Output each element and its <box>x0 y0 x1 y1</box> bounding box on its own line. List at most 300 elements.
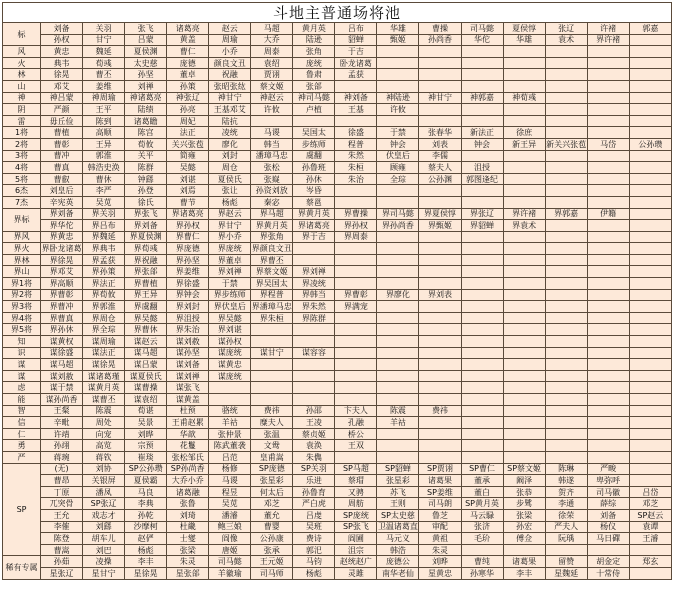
general-cell <box>545 382 587 394</box>
general-cell: 界诸葛亮 <box>293 220 335 232</box>
general-cell <box>335 254 377 266</box>
general-cell: 界荀彧 <box>125 243 167 255</box>
general-cell <box>629 289 671 301</box>
general-cell: 灵雎 <box>335 567 377 579</box>
general-cell <box>461 266 503 278</box>
general-cell <box>503 301 545 313</box>
general-cell: 星张郃 <box>167 567 209 579</box>
general-cell: 界庞德 <box>167 243 209 255</box>
general-cell <box>419 243 461 255</box>
general-cell: 华佗 <box>461 34 503 46</box>
pool-row <box>3 34 672 46</box>
general-cell: 谋刘禅 <box>167 370 209 382</box>
general-cell: 界黄忠 <box>41 231 83 243</box>
general-cell: 乐进 <box>293 475 335 487</box>
general-cell <box>377 69 419 81</box>
general-cell <box>251 336 293 348</box>
general-cell: 曹纯 <box>461 556 503 568</box>
general-cell: 蒋琬 <box>41 451 83 463</box>
category-label: 7杰 <box>3 196 41 208</box>
general-cell: SP曹仁 <box>461 463 503 475</box>
general-cell: 伊籍 <box>587 208 629 220</box>
general-cell: 谋徐晃 <box>83 359 125 371</box>
general-cell: 周瑜 <box>209 34 251 46</box>
general-cell: 界赵云 <box>209 208 251 220</box>
general-cell: 虞翻 <box>293 150 335 162</box>
general-cell: 王双 <box>335 440 377 452</box>
general-cell: 刘晔 <box>125 428 167 440</box>
general-cell: 孙翊 <box>41 440 83 452</box>
general-cell: 毛玠 <box>461 533 503 545</box>
general-cell <box>587 57 629 69</box>
general-cell: 蒋钦 <box>83 451 125 463</box>
general-cell <box>461 104 503 116</box>
general-cell: 蔡瑁 <box>335 475 377 487</box>
general-cell: 曹植 <box>41 127 83 139</box>
general-cell: 神吕蒙 <box>41 92 83 104</box>
category-label: 信 <box>3 417 41 429</box>
general-cell: 界孙坚 <box>167 254 209 266</box>
general-cell: 界曹休 <box>125 324 167 336</box>
general-cell: 界貂蝉 <box>461 220 503 232</box>
general-cell: 曹彰 <box>41 138 83 150</box>
general-cell <box>629 347 671 359</box>
general-cell <box>461 46 503 58</box>
general-cell: 界刘封 <box>167 301 209 313</box>
general-cell <box>545 92 587 104</box>
general-cell <box>545 440 587 452</box>
general-cell <box>503 266 545 278</box>
general-cell: 阎像 <box>209 533 251 545</box>
pool-row <box>3 405 672 417</box>
general-cell <box>587 394 629 406</box>
general-cell: 公孙渊 <box>419 173 461 185</box>
pool-row <box>3 220 672 232</box>
general-cell: 界夏侯渊 <box>125 231 167 243</box>
general-cell <box>545 162 587 174</box>
general-cell <box>377 266 419 278</box>
general-cell <box>461 544 503 556</box>
general-cell: 界曹仁 <box>167 231 209 243</box>
general-cell: 唐姬 <box>209 544 251 556</box>
general-cell: 鲁芝 <box>419 509 461 521</box>
general-cell <box>503 196 545 208</box>
general-cell <box>629 162 671 174</box>
general-cell: 黄忠 <box>41 46 83 58</box>
general-cell: 曹仁 <box>167 46 209 58</box>
general-cell <box>293 382 335 394</box>
general-cell: 蔡贞姬 <box>293 428 335 440</box>
general-cell <box>587 451 629 463</box>
category-label: 3将 <box>3 150 41 162</box>
general-cell: 陈登 <box>41 533 83 545</box>
general-cell: 界廖化 <box>377 289 419 301</box>
pool-row <box>3 544 672 556</box>
general-cell: 费祎 <box>419 405 461 417</box>
general-cell: 黄盖 <box>167 34 209 46</box>
general-cell: 夏侯惇 <box>503 23 545 35</box>
general-cell <box>419 301 461 313</box>
general-cell <box>419 428 461 440</box>
general-cell: 徐荣 <box>545 509 587 521</box>
general-cell <box>629 440 671 452</box>
general-cell: 马谡 <box>251 127 293 139</box>
general-cell: 荀谌 <box>125 405 167 417</box>
general-cell: 界华佗 <box>41 220 83 232</box>
general-cell <box>587 312 629 324</box>
general-cell: 王允 <box>41 509 83 521</box>
general-cell: 李丰 <box>503 567 545 579</box>
general-cell: 陈群 <box>125 162 167 174</box>
general-cell: 貂蝉 <box>335 34 377 46</box>
general-cell: SP张飞 <box>335 521 377 533</box>
general-cell <box>335 359 377 371</box>
general-cell: 界曹冲 <box>41 301 83 313</box>
general-cell: 刘谌 <box>167 173 209 185</box>
general-cell <box>377 324 419 336</box>
general-cell: 董允 <box>251 509 293 521</box>
general-cell <box>629 150 671 162</box>
general-cell: 全琮 <box>377 173 419 185</box>
general-cell <box>545 347 587 359</box>
general-cell: 沮宗 <box>335 544 377 556</box>
general-cell: 孙资刘放 <box>251 185 293 197</box>
general-cell: 钟会 <box>461 138 503 150</box>
pool-row <box>3 254 672 266</box>
general-cell: 甄姬 <box>377 34 419 46</box>
general-cell <box>377 359 419 371</box>
general-cell: 神诸葛亮 <box>125 92 167 104</box>
general-cell <box>377 382 419 394</box>
general-cell <box>335 347 377 359</box>
general-cell: 界潘璋马忠 <box>251 302 292 312</box>
general-cell: 朱桓 <box>335 162 377 174</box>
general-cell: 沙摩柯 <box>125 521 167 533</box>
general-cell: 卑弥呼 <box>587 475 629 487</box>
general-cell: 孙登 <box>125 185 167 197</box>
general-cell: 界孙策 <box>83 266 125 278</box>
general-cell <box>251 382 293 394</box>
general-cell: 花鬘 <box>167 440 209 452</box>
general-cell: 界关羽 <box>83 208 125 220</box>
general-cell <box>587 92 629 104</box>
pool-row <box>3 46 672 58</box>
general-cell: 张飞 <box>125 23 167 35</box>
general-cell: 吴苋 <box>83 196 125 208</box>
general-cell: 庞统 <box>293 57 335 69</box>
general-cell: 又骋 <box>335 486 377 498</box>
general-cell: 许褚 <box>587 23 629 35</box>
general-cell: 袁涣 <box>293 440 335 452</box>
general-cell: SP太史慈 <box>377 509 419 521</box>
general-cell: 徐盛 <box>335 127 377 139</box>
general-cell: 界姜维 <box>167 266 209 278</box>
general-cell: 留赞 <box>545 556 587 568</box>
general-cell <box>419 254 461 266</box>
general-cell: 岑昏 <box>293 185 335 197</box>
general-cell: 界孙权 <box>335 220 377 232</box>
general-cell: 杨彪 <box>125 544 167 556</box>
general-cell: 庞德公 <box>377 556 419 568</box>
general-cell: 阎圃 <box>335 533 377 545</box>
pool-row <box>3 359 672 371</box>
general-cell: 界徐晃 <box>41 254 83 266</box>
general-cell: 界凌统 <box>293 278 335 290</box>
general-cell: 严颜 <box>41 104 83 116</box>
general-cell: 张仲景 <box>209 428 251 440</box>
general-cell: 祝融 <box>209 69 251 81</box>
general-cell <box>587 266 629 278</box>
general-cell <box>251 359 293 371</box>
general-cell: 司马师 <box>251 567 293 579</box>
general-cell: 谋刘备 <box>167 359 209 371</box>
general-cell: 诸葛瞻 <box>125 115 167 127</box>
general-cell: 关兴张苞 <box>167 138 209 150</box>
general-cell: 神荀彧 <box>503 92 545 104</box>
general-cell <box>461 428 503 440</box>
general-cell: 董承 <box>461 475 503 487</box>
general-cell: 界张角 <box>251 231 293 243</box>
general-cell <box>587 359 629 371</box>
category-label: 界5将 <box>3 324 41 336</box>
general-cell: 界许褚 <box>503 208 545 220</box>
general-cell: 贾诩 <box>251 69 293 81</box>
general-cell: 朱儁 <box>293 451 335 463</box>
general-cell <box>251 324 293 336</box>
general-cell <box>293 336 335 348</box>
general-cell: 董白 <box>461 486 503 498</box>
general-cell: 邓艾 <box>41 80 83 92</box>
general-cell <box>629 278 671 290</box>
general-pool-table <box>2 2 672 580</box>
category-label: 稀有专属 <box>3 556 41 579</box>
general-cell <box>461 347 503 359</box>
general-cell <box>461 80 503 92</box>
general-cell: 谋诸葛瑾 <box>83 370 125 382</box>
general-cell <box>629 173 671 185</box>
general-cell <box>293 324 335 336</box>
pool-row <box>3 243 672 255</box>
general-cell <box>629 370 671 382</box>
general-cell: 郭淮 <box>83 150 125 162</box>
pool-row <box>3 312 672 324</box>
general-cell: 杨修 <box>209 463 251 475</box>
general-cell: 神甘宁 <box>419 92 461 104</box>
general-cell: 谋马超 <box>41 359 83 371</box>
general-cell: 界孟获 <box>83 254 125 266</box>
category-label: 4将 <box>3 162 41 174</box>
general-cell <box>503 231 545 243</box>
general-cell <box>629 451 671 463</box>
general-cell <box>419 266 461 278</box>
general-cell: 界伏皇后 <box>209 301 251 313</box>
category-label: 勇 <box>3 440 41 452</box>
pool-row <box>3 475 672 487</box>
general-cell <box>419 382 461 394</box>
general-cell: 张承 <box>251 544 293 556</box>
general-cell: 步练师 <box>293 138 335 150</box>
general-cell: 宗预 <box>125 440 167 452</box>
general-cell <box>377 57 419 69</box>
general-cell: SP贾诩 <box>419 463 461 475</box>
general-cell: 神甘宁 <box>209 92 251 104</box>
general-cell <box>587 69 629 81</box>
general-cell <box>545 370 587 382</box>
general-cell: 卢植 <box>293 104 335 116</box>
general-cell: 鲁肃 <box>293 69 335 81</box>
general-cell: 曹真 <box>41 162 83 174</box>
general-cell: 孙寒华 <box>461 567 503 579</box>
general-cell <box>629 196 671 208</box>
general-cell <box>293 115 335 127</box>
category-label: 界4将 <box>3 312 41 324</box>
general-cell <box>335 324 377 336</box>
pool-row <box>3 127 672 139</box>
general-cell <box>629 208 671 220</box>
general-cell: 羊徽瑜 <box>209 567 251 579</box>
general-cell: 王基 <box>335 104 377 116</box>
general-cell: 星张辽 <box>41 567 83 579</box>
general-cell <box>335 451 377 463</box>
general-cell <box>503 150 545 162</box>
category-label: 虑 <box>3 382 41 394</box>
pool-row <box>3 92 672 104</box>
general-cell: 谋孙坚 <box>167 347 209 359</box>
general-cell: 颜良文丑 <box>209 57 251 69</box>
general-cell: 马日磾 <box>587 533 629 545</box>
general-cell <box>503 312 545 324</box>
general-cell: 界满宠 <box>335 301 377 313</box>
general-cell: 界祝融 <box>125 254 167 266</box>
category-label: 标 <box>3 23 41 46</box>
pool-row <box>3 208 672 220</box>
general-cell <box>503 173 545 185</box>
general-cell: 秦宓 <box>251 196 293 208</box>
general-cell: 界马超 <box>251 208 293 220</box>
general-cell: 马岱 <box>587 138 629 150</box>
general-cell: 界虞翻 <box>125 301 167 313</box>
general-cell <box>629 567 671 579</box>
category-label: 1将 <box>3 127 41 139</box>
general-cell: 王粲 <box>41 405 83 417</box>
pool-row <box>3 69 672 81</box>
general-cell: 吴懿 <box>167 162 209 174</box>
pool-row <box>3 80 672 92</box>
general-cell <box>419 231 461 243</box>
general-cell <box>629 34 671 46</box>
general-cell <box>587 301 629 313</box>
category-label: 阴 <box>3 104 41 116</box>
general-cell: 周仓 <box>209 162 251 174</box>
general-cell: 潘凤 <box>83 486 125 498</box>
category-label: 识 <box>3 347 41 359</box>
general-cell: 界王异 <box>125 289 167 301</box>
general-cell <box>545 57 587 69</box>
general-cell: SP公孙瓒 <box>125 463 167 475</box>
general-cell: 张昭张纮 <box>209 80 251 92</box>
general-cell: 潘濬 <box>209 509 251 521</box>
general-cell: 界曹彰 <box>335 289 377 301</box>
general-cell: 曹丕 <box>83 69 125 81</box>
general-cell: (无) <box>41 463 83 475</box>
general-cell: 荀攸 <box>125 138 167 150</box>
pool-row <box>3 509 672 521</box>
general-cell <box>503 428 545 440</box>
general-cell: 界张郃 <box>125 266 167 278</box>
pool-row <box>3 115 672 127</box>
pool-row <box>3 567 672 579</box>
general-cell: 界夏侯惇 <box>419 208 461 220</box>
general-cell: 严白虎 <box>293 498 335 510</box>
general-cell <box>461 312 503 324</box>
general-cell <box>461 289 503 301</box>
general-cell <box>503 104 545 116</box>
general-cell: 张梁 <box>503 509 545 521</box>
title-row <box>3 3 672 23</box>
general-cell: 十常侍 <box>587 567 629 579</box>
general-cell <box>587 278 629 290</box>
general-cell <box>587 162 629 174</box>
general-cell: 界步练师 <box>209 289 251 301</box>
general-cell <box>461 336 503 348</box>
general-cell <box>461 185 503 197</box>
general-cell: 陈震 <box>377 405 419 417</box>
general-cell: 诸葛亮 <box>167 23 209 35</box>
general-cell <box>629 463 671 475</box>
general-cell: 袁谭 <box>629 521 671 533</box>
general-cell: 界孙休 <box>41 324 83 336</box>
general-cell: 杨彪 <box>209 196 251 208</box>
general-cell <box>419 196 461 208</box>
general-cell: 卧龙诸葛 <box>335 57 377 69</box>
pool-row <box>3 150 672 162</box>
general-cell <box>377 196 419 208</box>
general-cell: 华雄 <box>377 23 419 35</box>
general-cell: 士燮 <box>167 533 209 545</box>
general-cell <box>503 46 545 58</box>
general-cell: SP庞德 <box>251 463 293 475</box>
general-cell: 刘琦 <box>167 509 209 521</box>
general-cell: 星徐晃 <box>125 567 167 579</box>
category-label: 界林 <box>3 254 41 266</box>
general-cell: 谋孙尚香 <box>41 394 83 406</box>
general-cell: 孔融 <box>335 417 377 429</box>
general-cell: 朱治 <box>335 173 377 185</box>
general-cell: 阮瑀 <box>545 533 587 545</box>
general-cell <box>335 312 377 324</box>
general-cell: 杜预 <box>167 405 209 417</box>
general-cell <box>419 80 461 92</box>
general-cell <box>545 544 587 556</box>
general-cell: 薛综 <box>587 498 629 510</box>
general-cell: 夏侯霸 <box>125 475 167 487</box>
general-cell <box>461 394 503 406</box>
general-cell: 谋周瑜 <box>83 336 125 348</box>
general-cell: 伏皇后 <box>377 150 419 162</box>
general-cell <box>503 451 545 463</box>
general-cell: 顾雍 <box>377 162 419 174</box>
general-cell <box>545 428 587 440</box>
general-cell: 张梁 <box>167 544 209 556</box>
general-cell: SP孙尚香 <box>167 463 209 475</box>
general-cell: 黄祖 <box>419 533 461 545</box>
general-cell: 郭嘉 <box>629 23 671 35</box>
general-cell: 韩浩史涣 <box>83 162 125 174</box>
general-cell <box>545 359 587 371</box>
general-cell: 于禁 <box>377 127 419 139</box>
general-cell <box>545 173 587 185</box>
general-cell: 法正 <box>167 127 209 139</box>
